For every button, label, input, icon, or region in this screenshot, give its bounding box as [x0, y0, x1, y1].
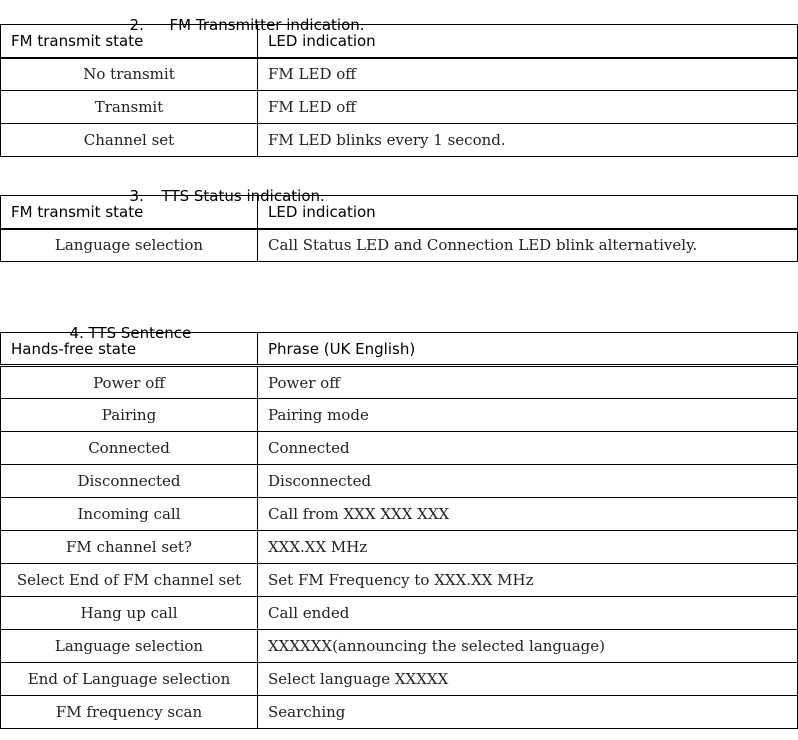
phrase-cell: Pairing mode	[258, 399, 798, 432]
state-cell: Hang up call	[1, 597, 258, 630]
table-row	[1, 498, 798, 531]
column-header: FM transmit state	[1, 196, 258, 229]
value-cell: FM LED off	[258, 91, 798, 124]
state-cell: Language selection	[1, 229, 258, 262]
phrase-cell: Searching	[258, 696, 798, 729]
section-number: 2.	[129, 16, 144, 34]
state-cell: Incoming call	[1, 498, 258, 531]
column-header: LED indication	[258, 25, 798, 58]
phrase-cell: XXXXXX(announcing the selected language)	[258, 630, 798, 663]
state-cell: Channel set	[1, 124, 258, 157]
table-row	[1, 432, 798, 465]
phrase-cell: Set FM Frequency to XXX.XX MHz	[258, 564, 798, 597]
table-header-row	[1, 25, 798, 58]
section-title: TTS Sentence	[88, 324, 192, 342]
phrase-cell: Call from XXX XXX XXX	[258, 498, 798, 531]
state-cell: FM frequency scan	[1, 696, 258, 729]
table-row	[1, 465, 798, 498]
value-cell: FM LED blinks every 1 second.	[258, 124, 798, 157]
state-cell: Pairing	[1, 399, 258, 432]
state-cell: Select End of FM channel set	[1, 564, 258, 597]
section-number: 4.	[69, 324, 84, 342]
value-cell: FM LED off	[258, 58, 798, 91]
state-cell: Disconnected	[1, 465, 258, 498]
phrase-cell: Call ended	[258, 597, 798, 630]
table-row	[1, 229, 798, 262]
table-row	[1, 630, 798, 663]
state-cell: FM channel set?	[1, 531, 258, 564]
section-title: FM Transmitter indication.	[169, 16, 365, 34]
state-cell: Language selection	[1, 630, 258, 663]
fm-transmitter-table	[0, 24, 798, 157]
phrase-cell: Disconnected	[258, 465, 798, 498]
state-cell: Transmit	[1, 91, 258, 124]
phrase-cell: XXX.XX MHz	[258, 531, 798, 564]
section-title: TTS Status indication.	[161, 187, 325, 205]
column-header: FM transmit state	[1, 25, 258, 58]
table-header-row	[1, 333, 798, 366]
phrase-cell: Select language XXXXX	[258, 663, 798, 696]
phrase-cell: Connected	[258, 432, 798, 465]
table-row	[1, 91, 798, 124]
table-row	[1, 564, 798, 597]
section-number: 3.	[129, 187, 144, 205]
phrase-cell: Power off	[258, 366, 798, 399]
table-row	[1, 399, 798, 432]
value-cell: Call Status LED and Connection LED blink alternatively.	[258, 229, 798, 262]
table-row	[1, 124, 798, 157]
tts-status-table	[0, 195, 798, 262]
table-row	[1, 58, 798, 91]
tts-sentence-table	[0, 332, 798, 729]
table-row	[1, 597, 798, 630]
table-row	[1, 366, 798, 399]
state-cell: Power off	[1, 366, 258, 399]
column-header: LED indication	[258, 196, 798, 229]
table-row	[1, 531, 798, 564]
state-cell: No transmit	[1, 58, 258, 91]
table-row	[1, 663, 798, 696]
table-row	[1, 696, 798, 729]
column-header: Hands-free state	[1, 333, 258, 366]
state-cell: Connected	[1, 432, 258, 465]
table-header-row	[1, 196, 798, 229]
column-header: Phrase (UK English)	[258, 333, 798, 366]
state-cell: End of Language selection	[1, 663, 258, 696]
